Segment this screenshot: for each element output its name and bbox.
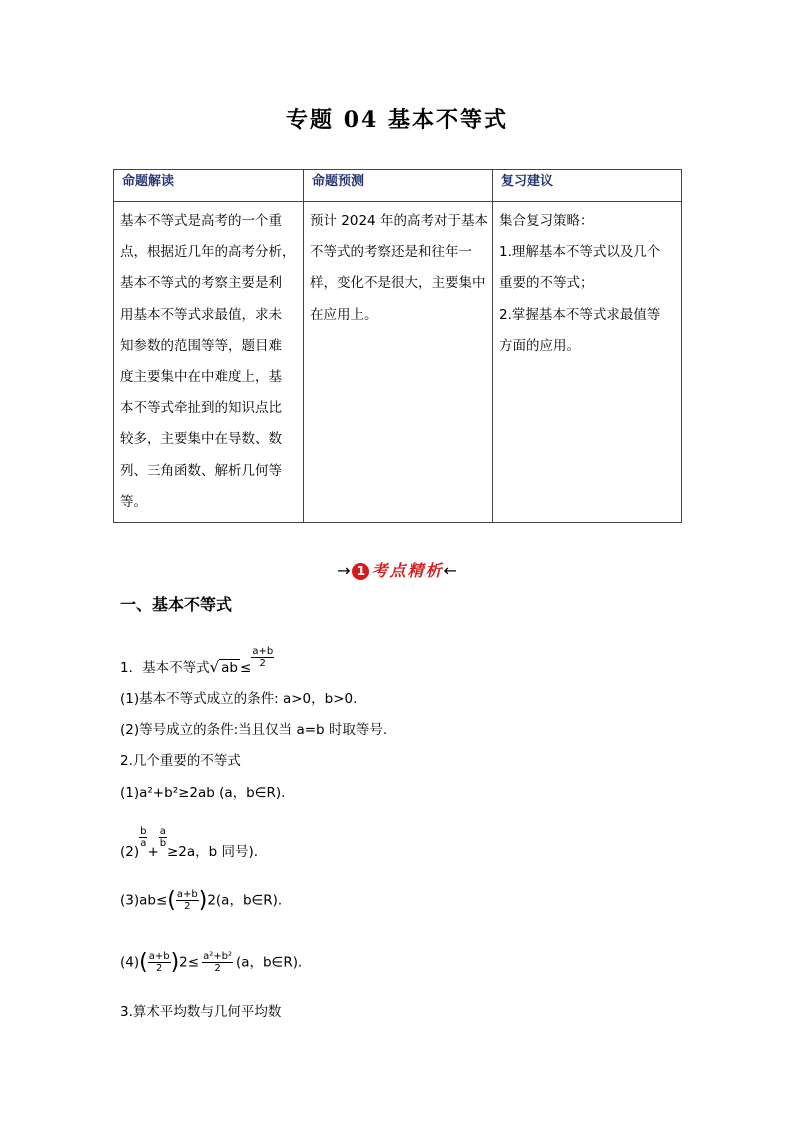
overview-table: [113, 169, 682, 523]
table-header-cell: 命题预测: [304, 170, 493, 202]
cell-line: 度主要集中在中难度上，基: [120, 369, 282, 386]
cell-line: 2.掌握基本不等式求最值等: [499, 306, 661, 323]
text-line: (1)基本不等式成立的条件: a>0，b>0.: [120, 691, 358, 707]
text-line: (1)a²+b²≥2ab (a，b∈R).: [120, 785, 286, 801]
text-line: 2.几个重要的不等式: [120, 753, 241, 769]
fraction-denominator: b: [159, 838, 167, 849]
line-text: (4): [120, 954, 140, 971]
line-text: 2≤: [179, 954, 200, 971]
fraction-numerator: a+b: [148, 951, 170, 962]
formula-line-2: [120, 826, 258, 860]
fraction-denominator: a: [140, 838, 147, 849]
fraction: [176, 889, 199, 912]
page-title: 专题 04 基本不等式: [286, 107, 508, 133]
fraction-denominator: 2: [259, 658, 266, 669]
cell-line: 用基本不等式求最值，求未: [120, 306, 282, 323]
table-header-cell: 复习建议: [493, 170, 682, 202]
fraction-numerator: a+b: [176, 889, 198, 900]
table-row: [114, 202, 682, 523]
fraction-numerator: b: [140, 826, 147, 837]
cell-line: 不等式的考察还是和往年一: [310, 244, 472, 261]
fraction-numerator: a: [159, 826, 166, 837]
text-line: 3.算术平均数与几何平均数: [120, 1004, 282, 1020]
line-text: 2(a，b∈R).: [207, 892, 283, 909]
cell-line: 1.理解基本不等式以及几个: [499, 244, 661, 261]
line-text: (2): [120, 844, 140, 860]
formula-line-4: [120, 950, 302, 975]
fraction: [159, 826, 167, 849]
cell-line: 方面的应用。: [499, 337, 580, 354]
fraction: [251, 646, 274, 669]
formula-line-3: [120, 888, 282, 913]
text-line: (2)等号成立的条件:当且仅当 a=b 时取等号.: [120, 722, 388, 738]
fraction-denominator: 2: [184, 901, 191, 912]
cell-line: 基本不等式是高考的一个重: [120, 213, 282, 229]
section-marker: [0, 558, 794, 581]
line-text: ≥2a，b 同号).: [166, 844, 259, 860]
cell-line: 样，变化不是很大，主要集中: [310, 275, 486, 292]
cell-line: 集合复习策略：: [499, 213, 594, 229]
section-heading: 一、基本不等式: [120, 595, 233, 614]
sqrt-content: ab: [221, 660, 238, 676]
table-header-row: [114, 170, 682, 202]
line-text: 1．基本不等式: [120, 660, 210, 676]
fraction-denominator: 2: [214, 963, 221, 974]
table-cell-interpretation: [114, 202, 304, 523]
plus-sign: +: [147, 844, 159, 860]
table-cell-advice: [493, 202, 682, 523]
section-number-badge: 1: [352, 563, 369, 580]
fraction: [148, 951, 171, 974]
paren-open: (: [139, 950, 148, 975]
cell-line: 在应用上。: [310, 306, 378, 323]
line-text: (a，b∈R).: [235, 954, 303, 971]
cell-line: 预计 2024 年的高考对于基本: [310, 213, 488, 229]
cell-line: 知参数的范围等等，题目难: [120, 337, 282, 354]
formula-line-1: [120, 646, 274, 676]
cell-line: 等。: [120, 493, 147, 510]
paren-close: ): [198, 888, 208, 913]
paren-close: ): [170, 950, 180, 975]
arrow-right-icon: →: [337, 561, 351, 580]
table-cell-prediction: [304, 202, 493, 523]
arrow-left-icon: ←: [443, 561, 457, 580]
section-label: 考点精析: [371, 561, 444, 580]
fraction-numerator: a+b: [252, 646, 274, 657]
sqrt-sign: √: [209, 658, 220, 676]
cell-line: 列、三角函数、解析几何等: [120, 462, 282, 479]
fraction-denominator: 2: [155, 963, 163, 974]
cell-line: 本不等式牵扯到的知识点比: [120, 400, 282, 417]
cell-line: 较多，主要集中在导数、数: [120, 431, 282, 448]
paren-open: (: [167, 888, 176, 913]
fraction-numerator: a²+b²: [203, 951, 232, 962]
cell-line: 点，根据近几年的高考分析，: [120, 244, 296, 261]
le-sign: ≤: [240, 660, 252, 676]
line-text: (3)ab≤: [120, 892, 168, 909]
cell-line: 基本不等式的考察主要是利: [120, 275, 282, 292]
fraction: [202, 951, 233, 974]
table-header-cell: 命题解读: [114, 170, 304, 202]
cell-line: 重要的不等式；: [499, 275, 594, 292]
